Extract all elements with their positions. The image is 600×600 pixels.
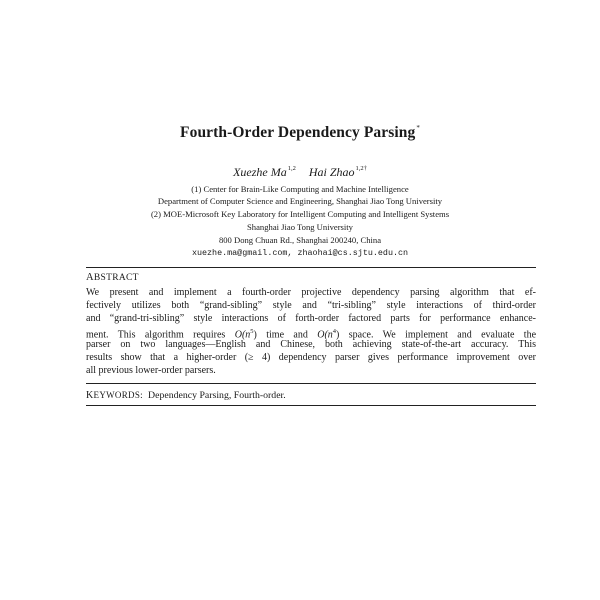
abstract-line: all previous lower-order parsers. xyxy=(86,365,216,376)
abstract-top-rule xyxy=(86,267,536,268)
title-footnote-mark: * xyxy=(416,124,420,132)
abstract-heading xyxy=(86,272,139,283)
author-1 xyxy=(233,165,296,179)
author-name: Xuezhe Ma xyxy=(233,165,287,179)
abstract-line: fectively utilizes both “grand-sibling” style and “tri-sibling” style interactions of third-order xyxy=(86,300,536,311)
complexity-space: O(n xyxy=(317,329,333,341)
complexity-time: O(n xyxy=(234,329,251,341)
abstract-line: We present and implement a fourth-order projective dependency parsing algorithm that ef- xyxy=(86,287,536,298)
author-emails: xuezhe.ma@gmail.com, zhaohai@cs.sjtu.edu.cn xyxy=(191,248,409,258)
paper-title xyxy=(0,124,600,142)
affiliation-line: Department of Computer Science and Engineering, Shanghai Jiao Tong University xyxy=(157,196,443,206)
abstract-line: and “grand-tri-sibling” style interactions of forth-order factored parts for performance enhance- xyxy=(86,313,536,324)
keywords xyxy=(86,390,286,401)
abstract-heading-initial: A xyxy=(86,272,94,283)
keywords-label-rest: EYWORDS xyxy=(93,390,141,400)
complexity-exponent: 4 xyxy=(332,328,337,335)
keywords-text: Dependency Parsing, Fourth-order. xyxy=(148,390,286,401)
abstract-text: ment. This algorithm requires xyxy=(86,329,235,341)
abstract-line: results show that a higher-order (≥ 4) dependency parser gives performance improvement over xyxy=(86,352,536,363)
affiliation-line: (2) MOE-Microsoft Key Laboratory for Intelligent Computing and Intelligent Systems xyxy=(150,209,450,219)
affiliation-line: Shanghai Jiao Tong University xyxy=(247,222,353,232)
abstract-text: ) time and xyxy=(253,329,318,341)
author-2 xyxy=(309,165,367,179)
author-affiliation-mark: 1,2 xyxy=(287,165,296,172)
abstract-line: parser on two languages—English and Chinese, both achieving state-of-the-art accuracy. This xyxy=(86,339,536,350)
author-list xyxy=(0,165,600,180)
title-text: Fourth-Order Dependency Parsing xyxy=(180,124,416,141)
keywords-top-rule xyxy=(86,383,536,384)
affiliation-line: (1) Center for Brain-Like Computing and Machine Intelligence xyxy=(191,184,409,194)
abstract-text: ) space. We implement and evaluate the xyxy=(336,329,537,341)
author-affiliation-mark: 1,2† xyxy=(355,165,367,172)
author-name: Hai Zhao xyxy=(308,165,355,179)
keywords-bottom-rule xyxy=(86,405,536,406)
keywords-label: KEYWORDS: xyxy=(86,390,149,401)
keywords-label-initial: K xyxy=(86,390,94,401)
complexity-exponent: 5 xyxy=(250,328,254,335)
affiliation-line: 800 Dong Chuan Rd., Shanghai 200240, China xyxy=(218,235,382,245)
abstract-heading-rest: BSTRACT xyxy=(93,273,139,283)
